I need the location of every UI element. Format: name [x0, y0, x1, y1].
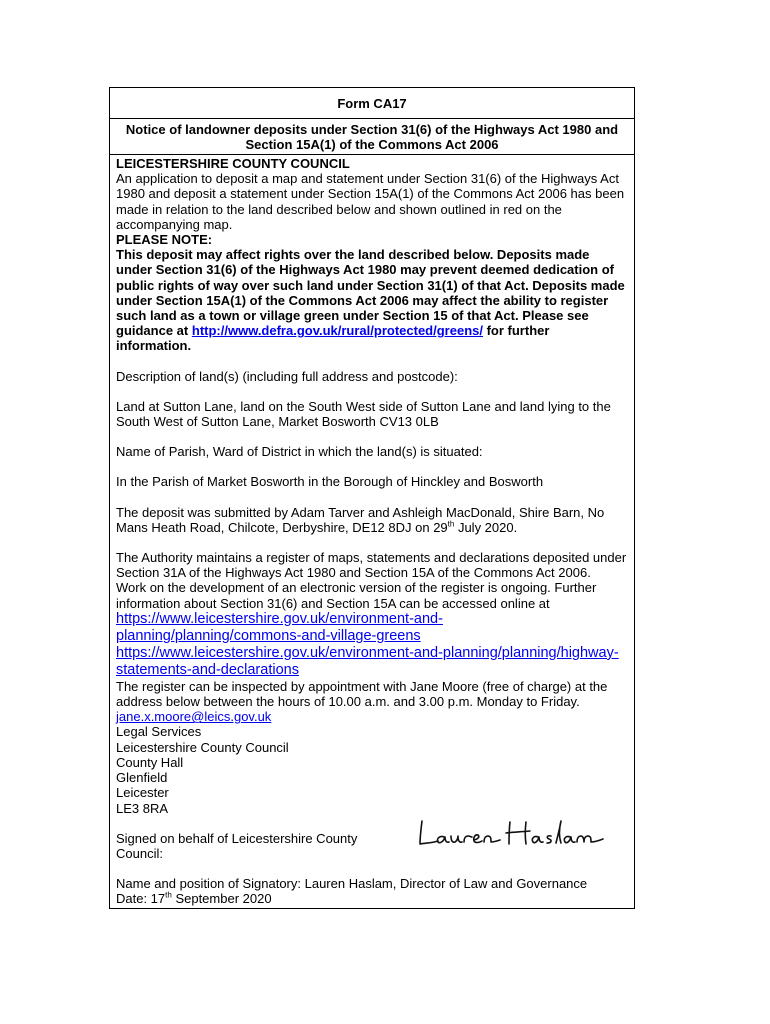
highway-statements-link[interactable]: https://www.leicestershire.gov.uk/environment-and-planning/planning/highway-statements-and-declarations: [116, 644, 619, 678]
parish-description: In the Parish of Market Bosworth in the Borough of Hinckley and Bosworth: [116, 474, 544, 490]
submitted-text: The deposit was submitted by Adam Tarver and Ashleigh MacDonald, Shire Barn, No Mans Heath Road, Chilcote, Derbyshire, DE12 8DJ on 29: [116, 504, 605, 535]
please-note-label: PLEASE NOTE:: [116, 232, 213, 248]
address-line: County Hall: [116, 754, 184, 770]
submitted-sup: th: [447, 519, 455, 529]
form-body: [110, 155, 634, 908]
form-title: Form CA17: [337, 95, 407, 111]
signatory-line: Name and position of Signatory: Lauren Haslam, Director of Law and Governance: [116, 876, 588, 892]
address-line: Leicestershire County Council: [116, 739, 289, 755]
guidance-suffix: for further information.: [116, 323, 550, 354]
form-title-row: [110, 88, 634, 119]
signed-on-behalf: Signed on behalf of Leicestershire County Council:: [116, 830, 358, 861]
land-label: Description of land(s) (including full address and postcode):: [116, 368, 458, 384]
register-paragraph: The Authority maintains a register of maps, statements and declarations deposited under Section 31A of the Highways Act 1980 and Section 15A of the Commons Act 2006.: [116, 550, 627, 581]
inspect-paragraph: The register can be inspected by appointment with Jane Moore (free of charge) at the address below between the hours of 10.00 a.m. and 3.00 p.m. Monday to Friday.: [116, 678, 608, 710]
date-sup: th: [165, 890, 172, 900]
guidance-link[interactable]: http://www.defra.gov.uk/rural/protected/greens/: [191, 323, 483, 339]
form-heading: Notice of landowner deposits under Section 31(6) of the Highways Act 1980 and Section 15A(1) of the Commons Act 2006: [125, 122, 619, 152]
form-heading-row: [110, 119, 634, 155]
submitted-paragraph: [116, 505, 628, 535]
address-line: LE3 8RA: [116, 800, 169, 816]
note-paragraph: [116, 247, 628, 353]
commons-greens-link[interactable]: https://www.leicestershire.gov.uk/environment-and-planning/planning/commons-and-village-greens: [116, 610, 443, 644]
note-text: This deposit may affect rights over the land described below. Deposits made under Section 31(6) of the Highways Act 1980 may prevent deemed dedication of public rights of way over such land under Section 31(1) of that Act. Deposits made under Section 15A(1) of the Commons Act 2006 may affect the ability to register such land as a town or village green under Section 15 of that Act. Please see guidance at: [116, 247, 625, 339]
email-link[interactable]: jane.x.moore@leics.gov.uk: [116, 709, 272, 725]
address-line: Leicester: [116, 785, 169, 801]
parish-label: Name of Parish, Ward of District in which the land(s) is situated:: [116, 444, 483, 460]
date-end: September 2020: [171, 891, 272, 907]
intro-paragraph: An application to deposit a map and statement under Section 31(6) of the Highways Act 1980 and deposit a statement under Section 15A(1) of the Commons Act 2006 has been made in relation to the land described below and shown outlined in red on the accompanying map.: [116, 171, 625, 232]
date-label: Date: 17: [116, 891, 166, 907]
address-line: Glenfield: [116, 770, 168, 786]
submitted-end: July 2020.: [454, 519, 518, 535]
form-ca17: [109, 87, 635, 909]
electronic-paragraph: Work on the development of an electronic version of the register is ongoing. Further information about Section 31(6) and Section 15A can be accessed online at: [116, 580, 597, 611]
council-name: LEICESTERSHIRE COUNTY COUNCIL: [116, 156, 350, 171]
handwritten-signature: [414, 817, 610, 851]
signature-block: [116, 831, 628, 861]
address-line: Legal Services: [116, 724, 202, 740]
date-line: [116, 891, 628, 906]
land-description: Land at Sutton Lane, land on the South West side of Sutton Lane and land lying to the South West of Sutton Lane, Market Bosworth CV13 0LB: [116, 398, 611, 430]
